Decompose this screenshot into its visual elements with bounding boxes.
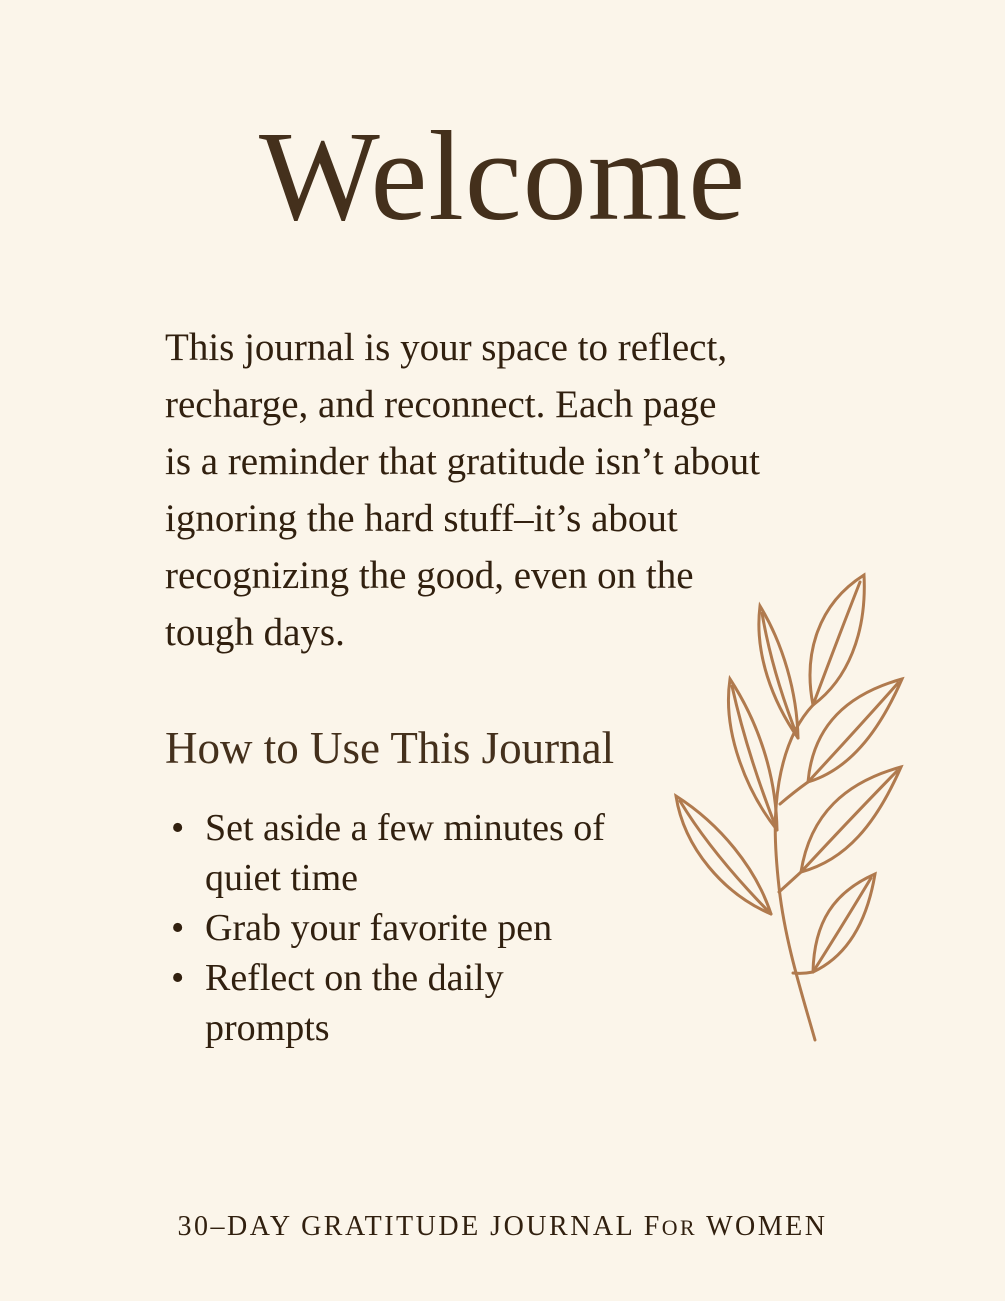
footer-tagline-after: WOMEN (697, 1211, 828, 1242)
how-to-list-item: • Reflect on the daily prompts (165, 953, 625, 1053)
how-to-heading: How to Use This Journal (165, 723, 615, 773)
paragraph-line: tough days. (165, 611, 345, 654)
how-to-list-item: • Grab your favorite pen (165, 903, 625, 953)
page-title: Welcome (258, 105, 747, 247)
footer-tagline-smallcaps: OR (661, 1216, 698, 1240)
footer-tagline-before: 30–DAY GRATITUDE JOURNAL F (177, 1211, 662, 1242)
footer-tagline (0, 1211, 1005, 1243)
paragraph-line: ignoring the hard stuff–it’s about (165, 497, 678, 540)
paragraph-line: recognizing the good, even on the (165, 554, 694, 597)
paragraph-line: This journal is your space to reflect, (165, 326, 728, 369)
leaf-branch-illustration-icon (650, 542, 915, 1052)
paragraph-line: is a reminder that gratitude isn’t about (165, 440, 760, 483)
how-to-list-item: • Set aside a few minutes of quiet time (165, 803, 625, 903)
paragraph-line: recharge, and reconnect. Each page (165, 383, 717, 426)
how-to-list (165, 803, 625, 1053)
